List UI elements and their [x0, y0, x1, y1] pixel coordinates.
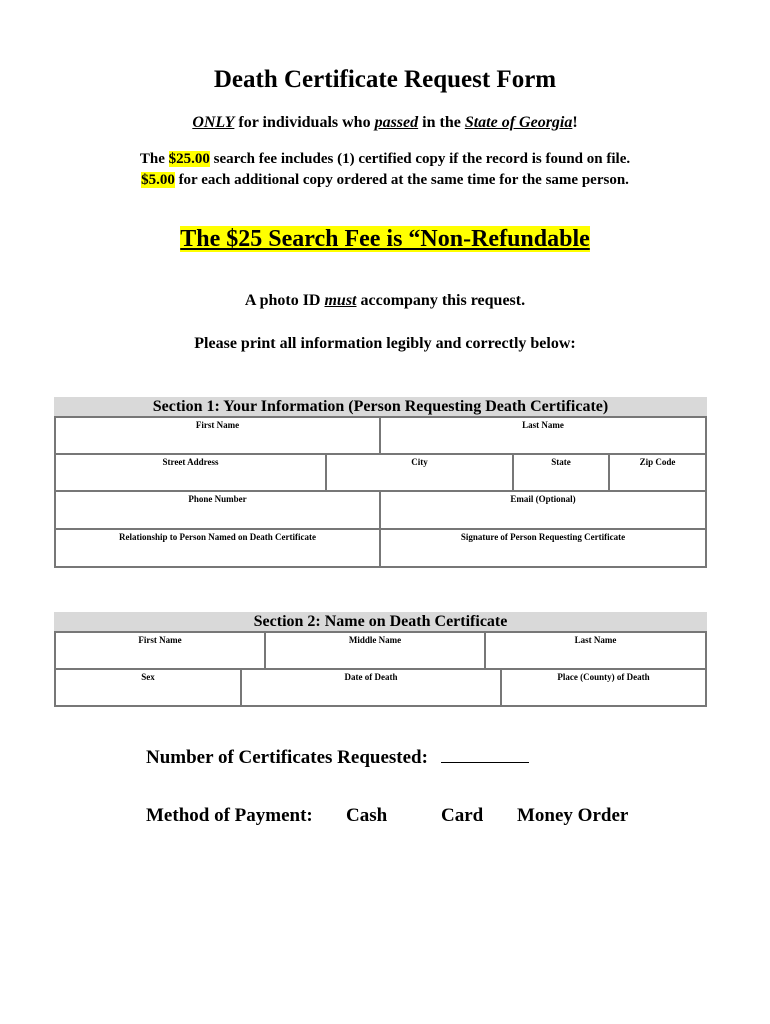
fee-prefix: The [139, 151, 169, 167]
field-label: First Name [138, 635, 182, 645]
deceased-middle-name-field[interactable] [264, 631, 486, 670]
field-label: City [411, 457, 428, 467]
subtitle-part1: for individuals who [234, 114, 375, 131]
fee-line2-text: for each additional copy ordered at the same time for the same person. [174, 172, 629, 188]
photo-suffix: accompany this request. [356, 292, 526, 309]
fee-line-2 [0, 172, 770, 189]
state-field[interactable] [512, 453, 610, 492]
payment-label: Method of Payment: [146, 805, 313, 826]
payment-option-cash[interactable]: Cash [346, 805, 388, 826]
email-field[interactable] [379, 490, 707, 530]
field-label: State [551, 457, 571, 467]
field-label: Sex [141, 672, 155, 682]
photo-prefix: A photo ID [244, 292, 325, 309]
certificates-requested-row [146, 745, 529, 769]
photo-id-note [0, 292, 770, 310]
field-label: Last Name [574, 635, 617, 645]
field-label: Street Address [162, 457, 219, 467]
must-text: must [324, 292, 357, 309]
subtitle-end: ! [572, 114, 578, 131]
requester-last-name-field[interactable] [379, 416, 707, 455]
field-label: Zip Code [639, 457, 676, 467]
field-label: Place (County) of Death [557, 672, 650, 682]
state-text: State of Georgia [464, 114, 573, 131]
field-label: Date of Death [344, 672, 398, 682]
fee-amount-5: $5.00 [141, 172, 175, 188]
field-label: Last Name [522, 420, 564, 430]
deceased-first-name-field[interactable] [54, 631, 266, 670]
signature-field[interactable] [379, 528, 707, 568]
fee-line-1 [0, 151, 770, 168]
field-label: Relationship to Person Named on Death Certificate [119, 532, 316, 542]
field-label: Middle Name [348, 635, 402, 645]
field-label: Email (Optional) [510, 494, 576, 504]
street-address-field[interactable] [54, 453, 327, 492]
refund-notice-text: The $25 Search Fee is “Non-Refundable [180, 226, 590, 252]
place-of-death-field[interactable] [500, 668, 707, 707]
print-instruction: Please print all information legibly and correctly below: [194, 335, 576, 352]
certificates-count-blank[interactable] [441, 745, 529, 763]
subtitle-part2: in the [418, 114, 465, 131]
sex-field[interactable] [54, 668, 242, 707]
fee-amount-25: $25.00 [168, 151, 210, 167]
date-of-death-field[interactable] [240, 668, 502, 707]
page-title: Death Certificate Request Form [213, 66, 557, 93]
zip-code-field[interactable] [608, 453, 707, 492]
field-label: Signature of Person Requesting Certificate [460, 532, 626, 542]
phone-number-field[interactable] [54, 490, 381, 530]
certificates-label: Number of Certificates Requested: [146, 747, 428, 768]
section2-heading: Section 2: Name on Death Certificate [54, 612, 707, 631]
fee-line1-text: search fee includes (1) certified copy if the record is found on file. [209, 151, 631, 167]
city-field[interactable] [325, 453, 514, 492]
field-label: Phone Number [188, 494, 247, 504]
payment-option-money-order[interactable]: Money Order [517, 805, 629, 826]
only-text: ONLY [192, 114, 235, 131]
relationship-field[interactable] [54, 528, 381, 568]
eligibility-note [0, 114, 770, 132]
refund-notice [0, 226, 770, 253]
requester-first-name-field[interactable] [54, 416, 381, 455]
passed-text: passed [374, 114, 419, 131]
field-label: First Name [195, 420, 240, 430]
payment-option-card[interactable]: Card [441, 805, 484, 826]
section1-heading: Section 1: Your Information (Person Requesting Death Certificate) [54, 397, 707, 416]
deceased-last-name-field[interactable] [484, 631, 707, 670]
